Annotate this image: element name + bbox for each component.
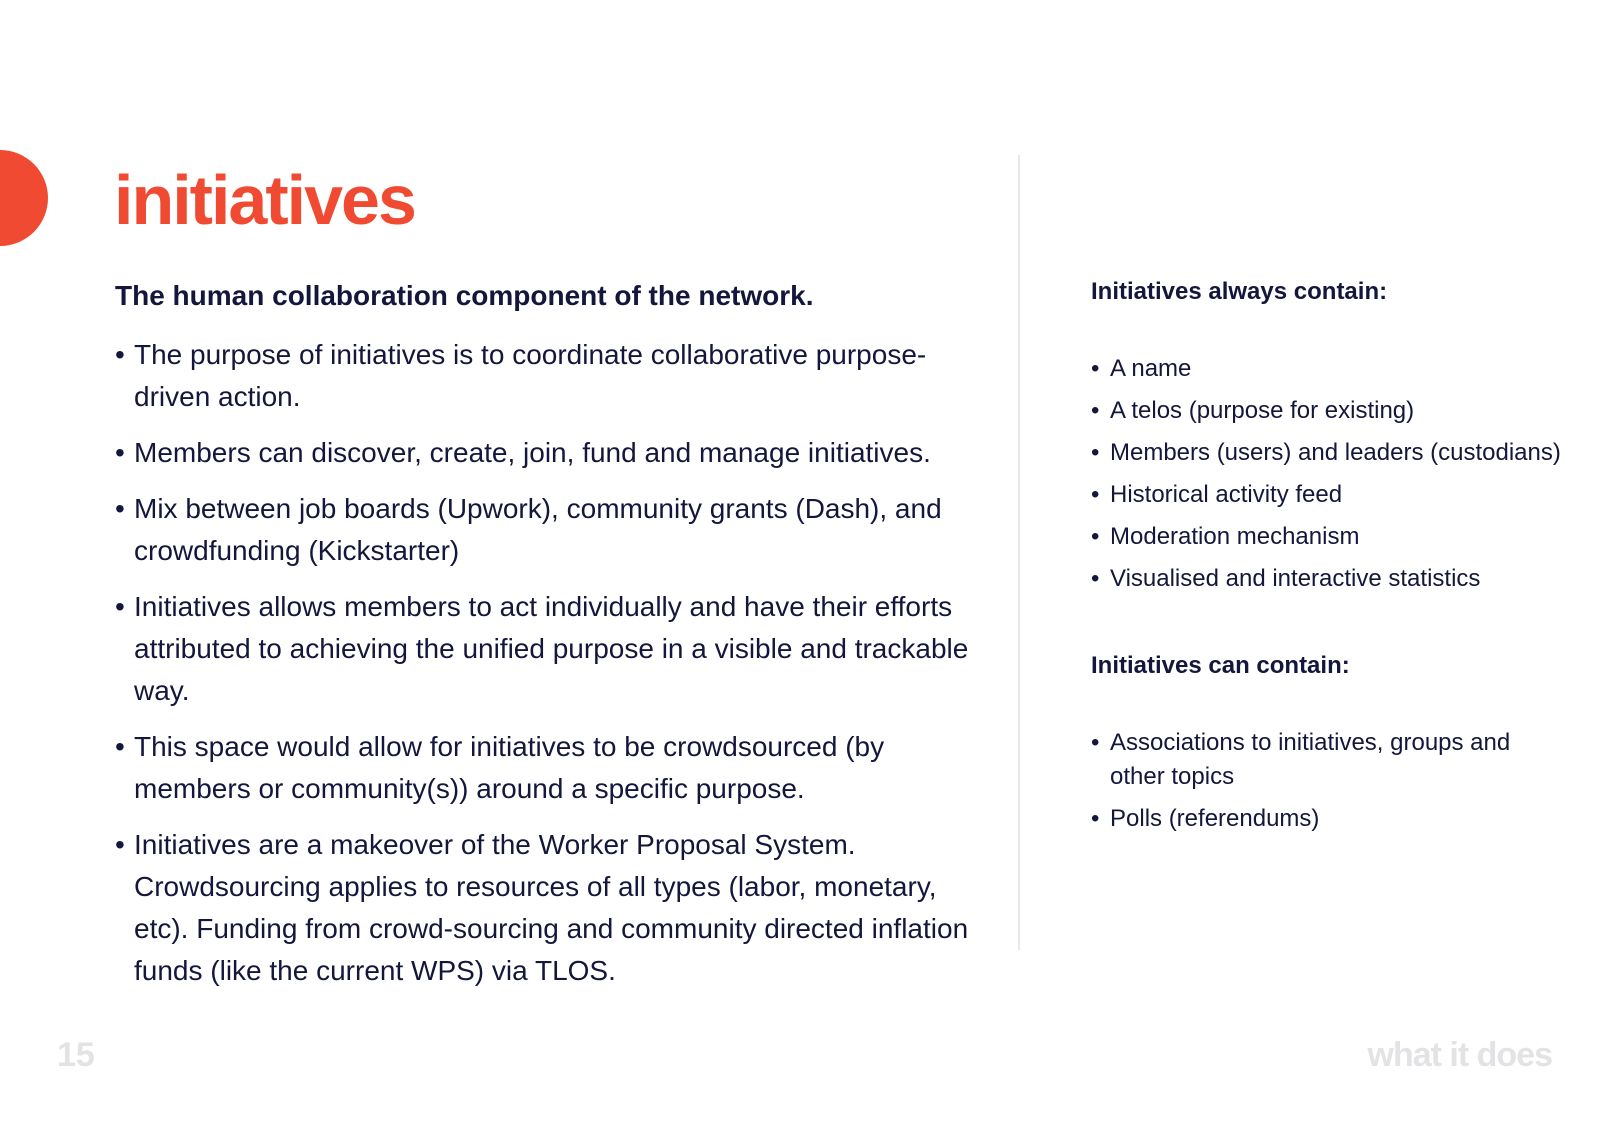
list-item: • Members (users) and leaders (custodians) bbox=[1091, 436, 1571, 470]
page-title: initiatives bbox=[114, 161, 415, 239]
list-item: • Polls (referendums) bbox=[1091, 802, 1571, 836]
list-item: • A name bbox=[1091, 352, 1571, 386]
list-item: • Initiatives are a makeover of the Worker Proposal System. Crowdsourcing applies to resources of all types (labor, monetary, etc). Funding from crowd-sourcing and community directed inflation funds (like the current WPS) via TLOS. bbox=[115, 824, 975, 992]
column-divider bbox=[1018, 155, 1020, 950]
can-contain-list bbox=[1091, 726, 1571, 836]
sidebar bbox=[1091, 272, 1571, 844]
subtitle: The human collaboration component of the network. bbox=[115, 280, 814, 311]
main-bullet-list bbox=[115, 334, 975, 992]
list-item: • Moderation mechanism bbox=[1091, 520, 1571, 554]
list-item: • Initiatives allows members to act individually and have their efforts attributed to achieving the unified purpose in a visible and trackable way. bbox=[115, 586, 975, 712]
list-item: • Members can discover, create, join, fund and manage initiatives. bbox=[115, 432, 975, 474]
list-item: • Mix between job boards (Upwork), community grants (Dash), and crowdfunding (Kickstarter) bbox=[115, 488, 975, 572]
list-item: • This space would allow for initiatives to be crowdsourced (by members or community(s)) around a specific purpose. bbox=[115, 726, 975, 810]
always-contain-list bbox=[1091, 352, 1571, 596]
main-content bbox=[115, 276, 975, 1006]
list-item: • Visualised and interactive statistics bbox=[1091, 562, 1571, 596]
accent-half-circle bbox=[0, 150, 48, 246]
list-item: • A telos (purpose for existing) bbox=[1091, 394, 1571, 428]
section-label: what it does bbox=[1367, 1036, 1552, 1074]
list-item: • Associations to initiatives, groups and other topics bbox=[1091, 726, 1571, 794]
page-number: 15 bbox=[57, 1036, 95, 1074]
can-contain-heading: Initiatives can contain: bbox=[1091, 652, 1350, 679]
list-item: • Historical activity feed bbox=[1091, 478, 1571, 512]
always-contain-heading: Initiatives always contain: bbox=[1091, 278, 1388, 305]
list-item: • The purpose of initiatives is to coordinate collaborative purpose-driven action. bbox=[115, 334, 975, 418]
